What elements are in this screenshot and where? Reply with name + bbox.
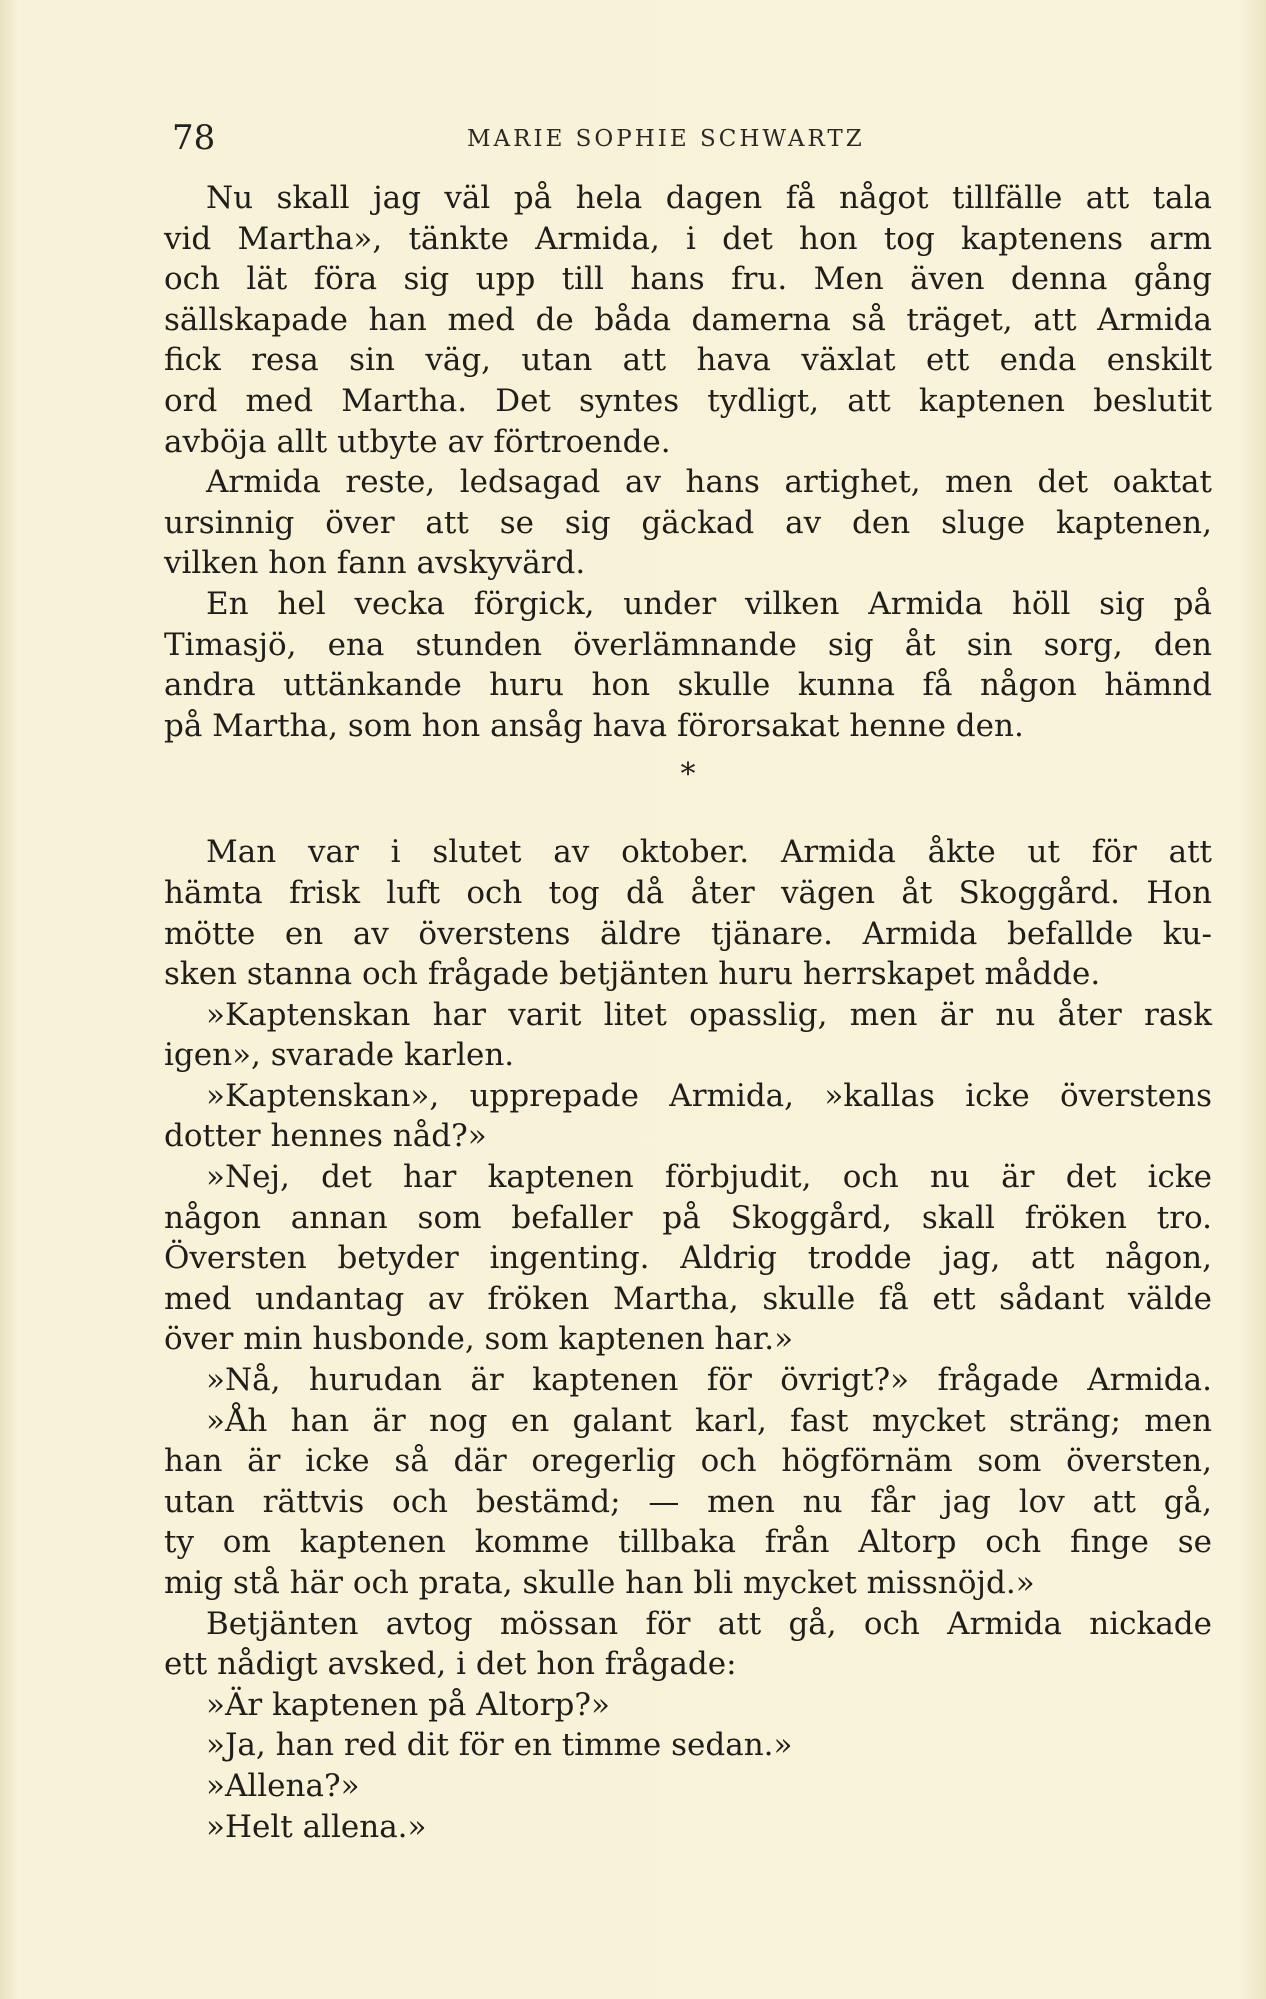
text-line: utan rättvis och bestämd; — men nu får jag lov att gå,	[164, 1483, 1212, 1520]
text-line: fick resa sin väg, utan att hava växlat ett enda enskilt	[164, 342, 1212, 379]
text-line: hämta frisk luft och tog då åter vägen åt Skoggård. Hon	[164, 874, 1212, 911]
text-line: med undantag av fröken Martha, skulle få ett sådant välde	[164, 1280, 1212, 1317]
text-line: »Nå, hurudan är kaptenen för övrigt?» frågade Armida.	[206, 1362, 1212, 1399]
text-line: »Kaptenskan har varit litet opasslig, men är nu åter rask	[206, 996, 1212, 1033]
text-line: Man var i slutet av oktober. Armida åkte ut för att	[206, 834, 1212, 871]
text-line: ett nådigt avsked, i det hon frågade:	[164, 1646, 737, 1683]
section-separator: *	[680, 757, 696, 793]
text-section-2	[164, 832, 1212, 1847]
section-gap	[164, 804, 1212, 832]
text-line: dotter hennes nåd?»	[164, 1118, 487, 1155]
text-line: ursinnig över att se sig gäckad av den sluge kaptenen,	[164, 504, 1212, 541]
text-line: »Allena?»	[206, 1767, 360, 1804]
text-line: avböja allt utbyte av förtroende.	[164, 423, 671, 460]
text-line: »Ja, han red dit för en timme sedan.»	[206, 1727, 793, 1764]
page-header	[172, 118, 1202, 168]
text-line: »Helt allena.»	[206, 1808, 427, 1845]
text-line: över min husbonde, som kaptenen har.»	[164, 1321, 794, 1358]
text-line: »Åh han är nog en galant karl, fast mycket sträng; men	[206, 1402, 1212, 1439]
text-line: Översten betyder ingenting. Aldrig trodde jag, att någon,	[164, 1240, 1212, 1277]
text-line: »Nej, det har kaptenen förbjudit, och nu är det icke	[206, 1159, 1212, 1196]
text-line: »Är kaptenen på Altorp?»	[206, 1686, 610, 1723]
text-line: Nu skall jag väl på hela dagen få något tillfälle att tala	[206, 180, 1212, 216]
text-line: igen», svarade karlen.	[164, 1037, 515, 1074]
text-section-1	[164, 178, 1212, 746]
text-line: vid Martha», tänkte Armida, i det hon tog kaptenens arm	[164, 220, 1212, 257]
text-line: ty om kaptenen komme tillbaka från Altorp och finge se	[164, 1524, 1212, 1561]
text-line: En hel vecka förgick, under vilken Armida höll sig på	[206, 585, 1212, 622]
text-line: ord med Martha. Det syntes tydligt, att kaptenen beslutit	[164, 382, 1212, 419]
text-line: mötte en av överstens äldre tjänare. Armida befallde ku-	[164, 915, 1212, 952]
text-line: Betjänten avtog mössan för att gå, och Armida nickade	[206, 1605, 1212, 1642]
text-line: han är icke så där oregerlig och högförnäm som översten,	[164, 1443, 1212, 1480]
text-line: på Martha, som hon ansåg hava förorsakat henne den.	[164, 707, 1024, 744]
text-line: vilken hon fann avskyvärd.	[164, 545, 586, 582]
text-line: sken stanna och frågade betjänten huru herrskapet mådde.	[164, 956, 1101, 993]
page-number: 78	[172, 118, 216, 158]
text-line: »Kaptenskan», upprepade Armida, »kallas icke överstens	[206, 1077, 1212, 1114]
text-line: Armida reste, ledsagad av hans artighet, men det oaktat	[206, 464, 1212, 501]
text-line: mig stå här och prata, skulle han bli mycket missnöjd.»	[164, 1565, 1035, 1601]
text-line: någon annan som befaller på Skoggård, skall fröken tro.	[164, 1199, 1212, 1236]
text-line: Timasjö, ena stunden överlämnande sig åt sin sorg, den	[164, 626, 1212, 663]
text-line: sällskapade han med de båda damerna så träget, att Armida	[164, 301, 1212, 338]
body-text	[164, 178, 1212, 1847]
running-head: MARIE SOPHIE SCHWARTZ	[467, 126, 865, 152]
text-line: andra uttänkande huru hon skulle kunna få någon hämnd	[164, 667, 1212, 704]
text-line: och lät föra sig upp till hans fru. Men även denna gång	[164, 261, 1212, 298]
